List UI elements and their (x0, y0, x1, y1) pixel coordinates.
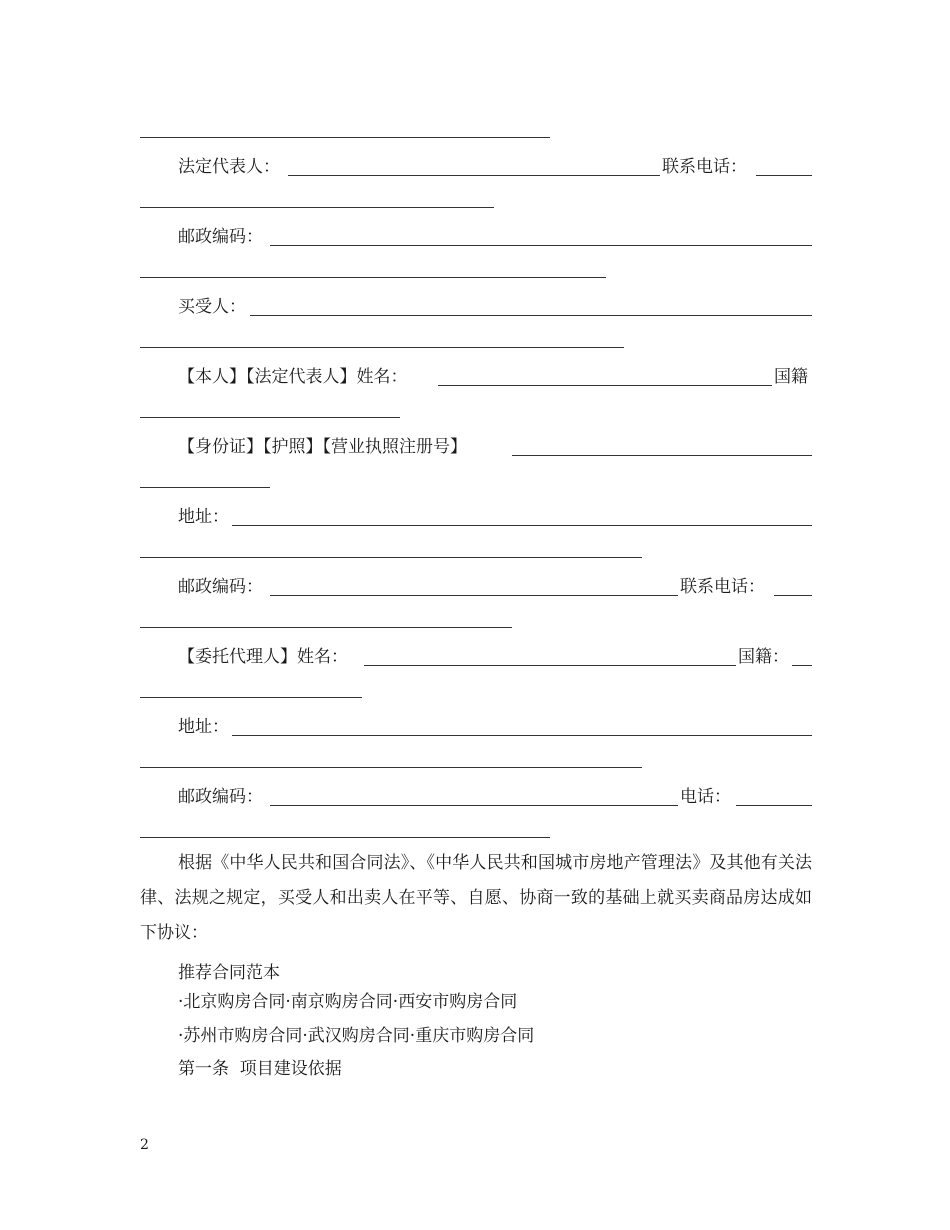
contract-links-line-1: ·北京购房合同·南京购房合同·西安市购房合同 (178, 992, 518, 1012)
buyer-phone-label: 联系电话： (680, 577, 765, 597)
fill-line-continuation (140, 627, 512, 628)
fill-line (438, 385, 774, 386)
agent-row (178, 645, 812, 669)
fill-line (270, 805, 680, 806)
fill-line-continuation (140, 837, 550, 838)
seller-postcode-row (178, 225, 812, 249)
fill-line-continuation (140, 277, 606, 278)
seller-rep-row (178, 155, 812, 179)
buyer-label: 买受人： (178, 297, 246, 317)
fill-line-continuation (140, 767, 642, 768)
intro-paragraph: 根据《中华人民共和国合同法》、《中华人民共和国城市房地产管理法》及其他有关法律、法规之规定，买受人和出卖人在平等、自愿、协商一致的基础上就买卖商品房达成如下协议： (140, 853, 812, 943)
fill-line-continuation (140, 557, 642, 558)
agent-nationality-label: 国籍： (738, 647, 789, 667)
buyer-row (178, 295, 812, 319)
agent-postcode-label: 邮政编码： (178, 787, 263, 807)
contract-links-line-2: ·苏州市购房合同·武汉购房合同·重庆市购房合同 (178, 1026, 535, 1046)
seller-rep-label: 法定代表人： (178, 157, 280, 177)
buyer-person-row (178, 365, 812, 389)
article-heading: 第一条 项目建设依据 (178, 1059, 342, 1079)
fill-line (736, 805, 812, 806)
fill-line (774, 595, 812, 596)
buyer-address-label: 地址： (178, 507, 229, 527)
agent-phone-label: 电话： (680, 787, 731, 807)
page-number: 2 (140, 1137, 149, 1153)
seller-phone-label: 联系电话： (662, 157, 747, 177)
buyer-postcode-row (178, 575, 812, 599)
buyer-address-row (178, 505, 812, 529)
agent-address-label: 地址： (178, 717, 229, 737)
fill-line (364, 665, 738, 666)
fill-line-continuation (140, 137, 550, 138)
fill-line (512, 455, 812, 456)
agent-postcode-row (178, 785, 812, 809)
fill-line (232, 525, 812, 526)
fill-line (250, 315, 812, 316)
fill-line (288, 175, 662, 176)
agent-label: 【委托代理人】姓名： (178, 647, 348, 667)
fill-line (232, 735, 812, 736)
agent-address-row (178, 715, 812, 739)
fill-line (756, 175, 812, 176)
buyer-nationality-label: 国籍 (774, 367, 808, 387)
buyer-id-row (178, 435, 812, 459)
fill-line-continuation (140, 347, 624, 348)
fill-line (792, 665, 812, 666)
fill-line (270, 245, 812, 246)
seller-postcode-label: 邮政编码： (178, 227, 263, 247)
recommend-title: 推荐合同范本 (178, 963, 280, 983)
fill-line-continuation (140, 207, 494, 208)
fill-line-continuation (140, 417, 400, 418)
fill-line-continuation (140, 487, 270, 488)
fill-line-continuation (140, 697, 362, 698)
fill-line (270, 595, 680, 596)
buyer-postcode-label: 邮政编码： (178, 577, 263, 597)
buyer-person-label: 【本人】【法定代表人】姓名： (178, 367, 408, 387)
buyer-id-label: 【身份证】【护照】【营业执照注册号】 (178, 437, 467, 457)
